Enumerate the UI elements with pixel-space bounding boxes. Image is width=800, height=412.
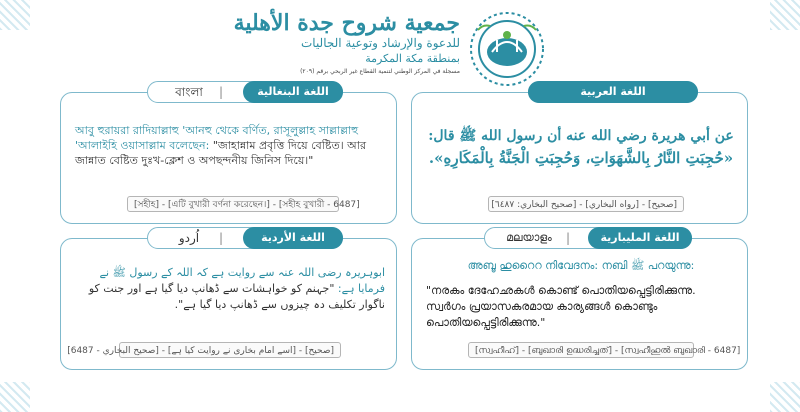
malayalam-card-header [484,227,692,249]
arabic-hadith-intro: عن أبي هريرة رضي الله عنه أن رسول الله ﷺ قال: [428,128,734,144]
corner-pattern [770,0,800,30]
malayalam-arabic-tag: اللغة المليبارية [588,227,692,249]
bengali-hadith-text [75,123,385,168]
tag-divider: | [565,231,571,245]
arabic-reference: [صحيح] - [رواه البخاري] - [صحيح البخاري: ٦٤٨٧] [488,196,684,212]
bengali-intro: আবু হুরায়রা রাদিয়াল্লাহু 'আনহু থেকে বর্ণিত, রাসূলুল্লাহ সাল্লাল্লাহু 'আলাইহি ওয়াসাল্লাম বলেছেন: [75,124,359,152]
org-name: جمعية شروح جدة الأهلية [233,10,460,36]
org-logo-icon [468,10,546,88]
urdu-intro: ابوہریرہ رضی اللہ عنہ سے روایت ہے کہ اللہ کے رسول ﷺ نے فرمایا ہے: [99,266,385,295]
bengali-reference: [সহীহ] - [এটি বুখারী বর্ণনা করেছেন।] - [সহীহ বুখারী - 6487] [127,196,339,212]
header [230,8,570,90]
bengali-card-header [147,81,343,103]
urdu-reference: [صحیح] - [اسے امام بخاری نے روایت کیا ہے] - [صحيح البخاري - 6487] [119,342,341,358]
corner-pattern [770,382,800,412]
malayalam-reference: [സ്വഹീഹ്] - [ബുഖാരി ഉദ്ധരിച്ചത്] - [സ്വഹീഹുൽ ബുഖാരി - 6487] [468,342,694,358]
org-registration: مسجلة في المركز الوطني لتنمية القطاع غير الربحي برقم (٢٠٩) [300,68,460,75]
bengali-card [60,85,397,224]
tag-divider: | [218,85,224,99]
malayalam-hadith-text: "നരകം ദേഹേഛകൾ കൊണ്ട് പൊതിയപ്പെട്ടിരിക്കുന്നു. സ്വർഗം പ്രയാസകരമായ കാര്യങ്ങൾ കൊണ്ടും പൊതിയപ്പെട്ടിരിക്കുന്നു." [426,284,696,329]
corner-pattern [0,0,30,30]
urdu-native-tag: اُردو [178,231,200,245]
arabic-card-header [528,81,698,103]
urdu-card [60,231,397,370]
arabic-language-tag: اللغة العربية [528,81,698,103]
malayalam-native-tag: മലയാളം [506,231,552,244]
malayalam-intro: അബൂ ഹുറൈറ നിവേദനം: നബി ﷺ പറയുന്നു: [467,259,695,272]
urdu-hadith-text [75,265,385,313]
bengali-body: "জাহান্নাম প্রবৃত্তি দিয়ে বেষ্টিত। আর জান্নাত বেষ্টিত দুঃখ-ক্লেশ ও অপছন্দনীয় জিনিস দিয়ে।" [75,139,367,167]
bengali-arabic-tag: اللغة البنغالية [243,81,343,103]
arabic-hadith-text: «حُجِبَتِ النَّارُ بِالشَّهَوَاتِ، وَحُجِبَتِ الْجَنَّةُ بِالْمَكَارِهِ». [428,149,734,167]
urdu-body: "جہنم کو خواہشات سے ڈھانپ دیا گیا ہے اور جنت کو ناگوار تکلیف دہ چیزوں سے ڈھانپ دیا گیا ہے". [88,282,385,311]
org-subtitle: للدعوة والإرشاد وتوعية الجاليات [300,36,460,50]
urdu-card-header [147,227,343,249]
malayalam-card [411,231,748,370]
tag-divider: | [218,231,224,245]
urdu-arabic-tag: اللغة الأردية [243,227,343,249]
org-region: بمنطقة مكة المكرمة [365,52,460,65]
org-title-block [230,12,460,75]
arabic-card [411,85,748,224]
bengali-native-tag: বাংলা [175,85,203,99]
corner-pattern [0,382,30,412]
